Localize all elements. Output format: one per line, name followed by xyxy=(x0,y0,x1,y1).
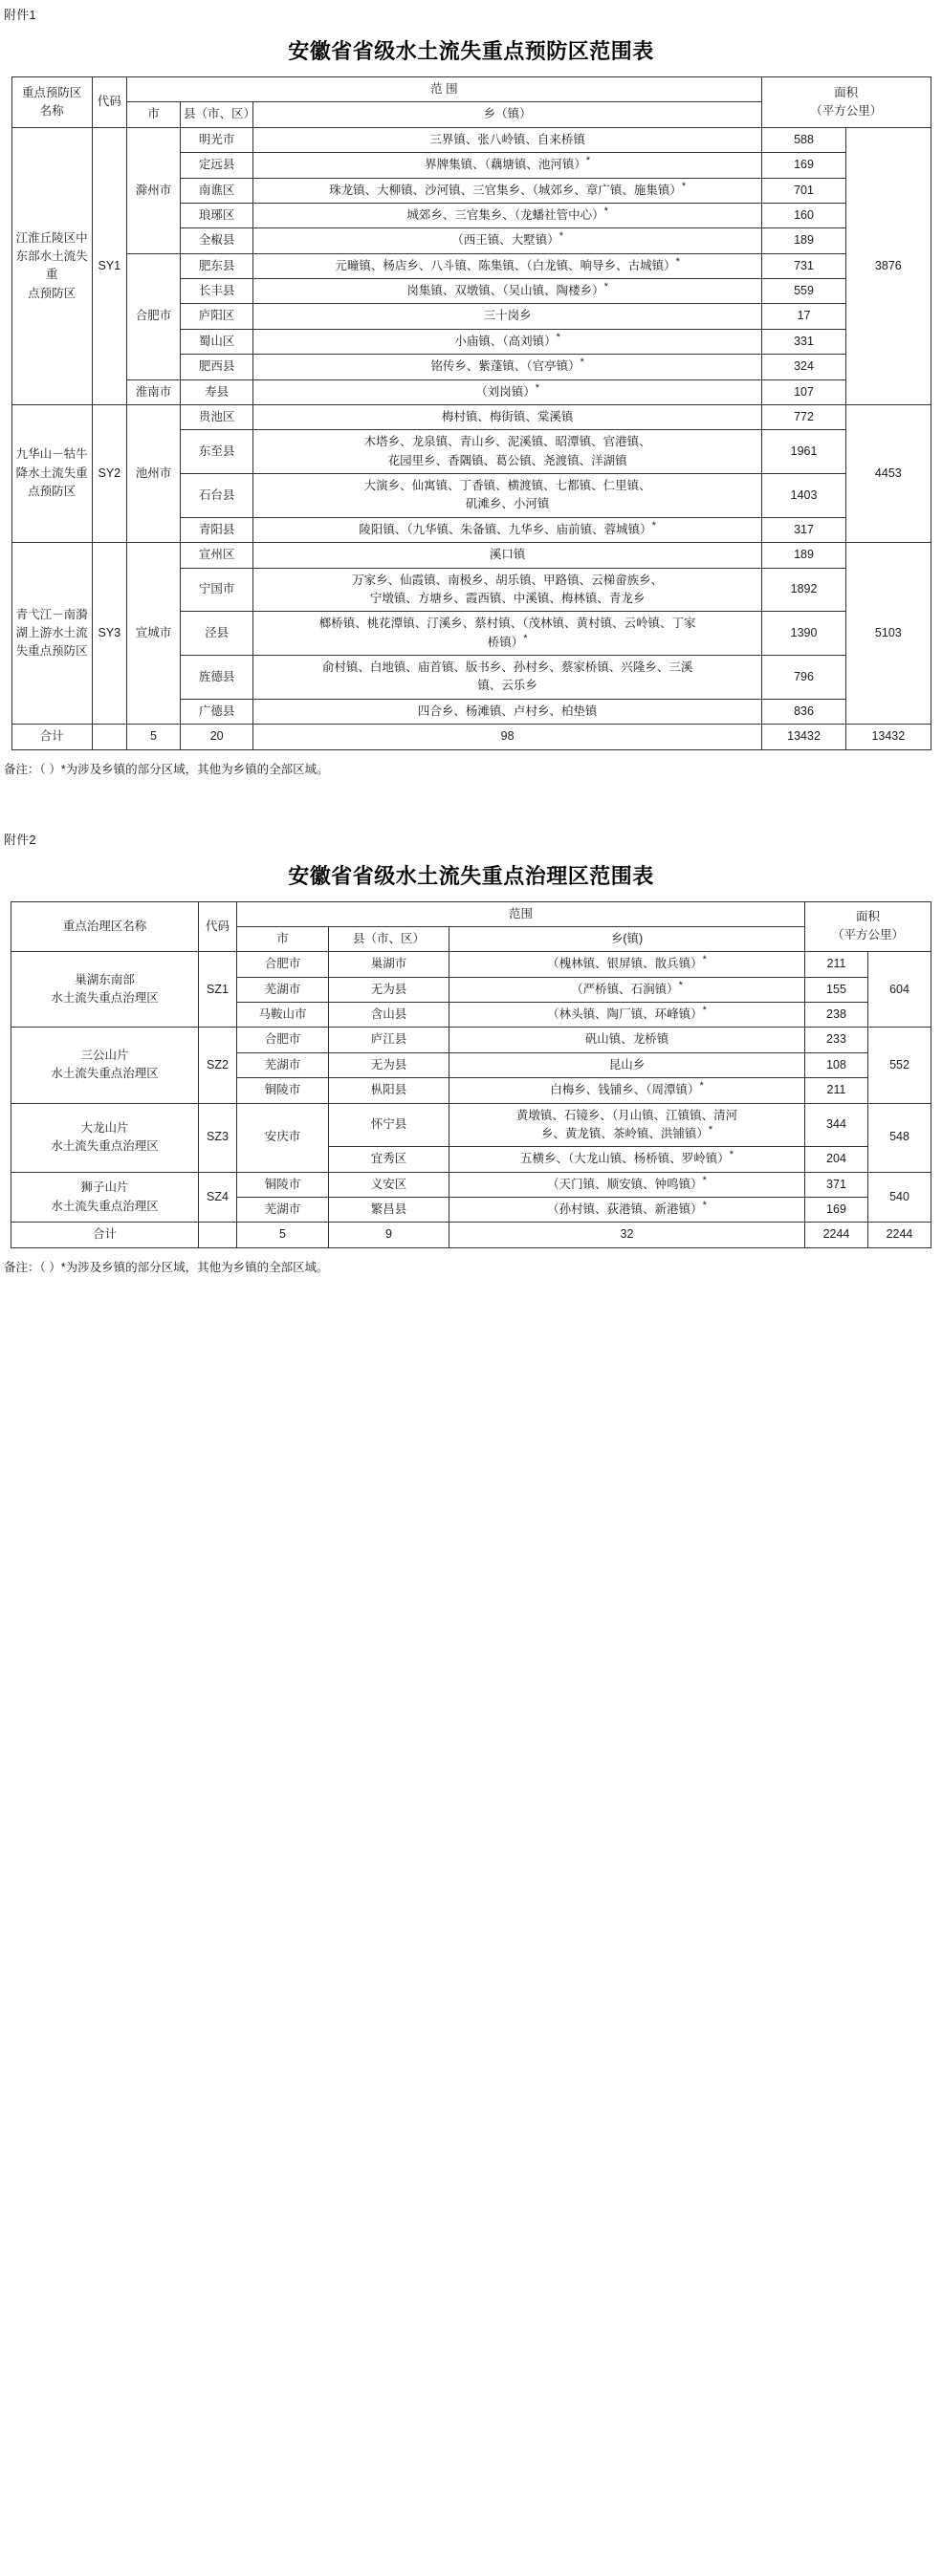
county-cell: 巢湖市 xyxy=(328,952,449,977)
header-code: 代码 xyxy=(92,77,126,128)
header-scope: 范 围 xyxy=(126,77,761,102)
township-cell: 三十岗乡 xyxy=(253,304,762,329)
attachment-2-label: 附件2 xyxy=(4,832,36,847)
county-cell: 蜀山区 xyxy=(181,329,253,354)
area-cell: 1403 xyxy=(761,474,845,518)
summary-city-count-cell: 5 xyxy=(126,725,180,749)
city-cell: 芜湖市 xyxy=(236,1198,328,1223)
attachment-2-title: 安徽省省级水土流失重点治理区范围表 xyxy=(288,863,654,888)
county-cell: 石台县 xyxy=(181,474,253,518)
area-cell: 108 xyxy=(804,1052,867,1077)
township-cell: 矾山镇、龙桥镇 xyxy=(449,1028,804,1052)
county-cell: 定远县 xyxy=(181,153,253,178)
county-cell: 怀宁县 xyxy=(328,1103,449,1147)
township-cell: （孙村镇、荻港镇、新港镇）* xyxy=(449,1198,804,1223)
county-cell: 肥西县 xyxy=(181,355,253,379)
header-scope: 范围 xyxy=(236,901,804,926)
summary-code-cell xyxy=(198,1223,236,1247)
township-cell: 四合乡、杨滩镇、卢村乡、柏垫镇 xyxy=(253,699,762,724)
zone-code-cell: SY3 xyxy=(92,543,126,725)
area-cell: 211 xyxy=(804,1078,867,1103)
zone-code-cell: SZ3 xyxy=(198,1103,236,1172)
area-cell: 588 xyxy=(761,127,845,152)
header-township: 乡(镇) xyxy=(449,926,804,951)
county-cell: 贵池区 xyxy=(181,404,253,429)
summary-row xyxy=(11,1223,931,1247)
zone-code-cell: SZ2 xyxy=(198,1028,236,1103)
area-cell: 331 xyxy=(761,329,845,354)
city-cell: 合肥市 xyxy=(126,253,180,379)
county-cell: 庐江县 xyxy=(328,1028,449,1052)
header-row-1 xyxy=(11,77,931,102)
township-cell: （严桥镇、石涧镇）* xyxy=(449,977,804,1002)
zone-total-area-cell: 3876 xyxy=(846,127,931,404)
area-cell: 155 xyxy=(804,977,867,1002)
zone-name-cell: 九华山－牯牛 降水土流失重 点预防区 xyxy=(11,404,92,542)
county-cell: 明光市 xyxy=(181,127,253,152)
township-cell: 小庙镇、（高刘镇）* xyxy=(253,329,762,354)
county-cell: 繁昌县 xyxy=(328,1198,449,1223)
zone-name-cell: 江淮丘陵区中 东部水土流失重 点预防区 xyxy=(11,127,92,404)
summary-city-count-cell: 5 xyxy=(236,1223,328,1247)
area-cell: 204 xyxy=(804,1147,867,1172)
summary-total-cell: 13432 xyxy=(846,725,931,749)
zone-name-cell: 狮子山片 水土流失重点治理区 xyxy=(11,1172,198,1223)
header-zone-name: 重点预防区 名称 xyxy=(11,77,92,128)
zone-name-cell: 青弋江－南漪 湖上游水土流 失重点预防区 xyxy=(11,543,92,725)
table-header xyxy=(11,77,931,128)
city-cell: 马鞍山市 xyxy=(236,1003,328,1028)
township-cell: 俞村镇、白地镇、庙首镇、版书乡、孙村乡、蔡家桥镇、兴隆乡、三溪 镇、云乐乡 xyxy=(253,656,762,700)
township-cell: 黄墩镇、石镜乡、（月山镇、江镇镇、清河 乡、黄龙镇、茶岭镇、洪铺镇）* xyxy=(449,1103,804,1147)
header-code: 代码 xyxy=(198,901,236,952)
header-county: 县（市、区） xyxy=(328,926,449,951)
area-cell: 344 xyxy=(804,1103,867,1147)
township-cell: 溪口镇 xyxy=(253,543,762,568)
county-cell: 枞阳县 xyxy=(328,1078,449,1103)
summary-label-cell: 合计 xyxy=(11,1223,198,1247)
city-cell: 合肥市 xyxy=(236,1028,328,1052)
area-cell: 211 xyxy=(804,952,867,977)
document-page xyxy=(0,0,942,1277)
township-cell: 珠龙镇、大柳镇、沙河镇、三官集乡、（城郊乡、章广镇、施集镇）* xyxy=(253,178,762,203)
county-cell: 无为县 xyxy=(328,1052,449,1077)
area-cell: 836 xyxy=(761,699,845,724)
header-zone-name: 重点治理区名称 xyxy=(11,901,198,952)
summary-area-cell: 13432 xyxy=(761,725,845,749)
area-cell: 701 xyxy=(761,178,845,203)
area-cell: 169 xyxy=(804,1198,867,1223)
attachment-2-footnote: 备注：（ ）*为涉及乡镇的部分区域，其他为乡镇的全部区域。 xyxy=(4,1260,329,1274)
area-cell: 233 xyxy=(804,1028,867,1052)
zone-code-cell: SY2 xyxy=(92,404,126,542)
area-cell: 371 xyxy=(804,1172,867,1197)
county-cell: 含山县 xyxy=(328,1003,449,1028)
area-cell: 772 xyxy=(761,404,845,429)
township-cell: 昆山乡 xyxy=(449,1052,804,1077)
zone-code-cell: SZ4 xyxy=(198,1172,236,1223)
city-cell: 宣城市 xyxy=(126,543,180,725)
table-body xyxy=(11,952,931,1248)
city-cell: 芜湖市 xyxy=(236,1052,328,1077)
county-cell: 琅琊区 xyxy=(181,203,253,227)
area-cell: 559 xyxy=(761,279,845,304)
area-cell: 107 xyxy=(761,379,845,404)
township-cell: 铭传乡、紫蓬镇、（官亭镇）* xyxy=(253,355,762,379)
area-cell: 189 xyxy=(761,228,845,253)
county-cell: 宁国市 xyxy=(181,568,253,612)
zone-total-area-cell: 4453 xyxy=(846,404,931,542)
attachment-1-title: 安徽省省级水土流失重点预防区范围表 xyxy=(288,39,654,63)
summary-county-count-cell: 20 xyxy=(181,725,253,749)
township-cell: （林头镇、陶厂镇、环峰镇）* xyxy=(449,1003,804,1028)
zone-total-area-cell: 604 xyxy=(867,952,931,1028)
county-cell: 南谯区 xyxy=(181,178,253,203)
county-cell: 无为县 xyxy=(328,977,449,1002)
area-cell: 731 xyxy=(761,253,845,278)
attachment-1-label: 附件1 xyxy=(4,8,36,22)
city-cell: 淮南市 xyxy=(126,379,180,404)
county-cell: 长丰县 xyxy=(181,279,253,304)
township-cell: 元疃镇、杨店乡、八斗镇、陈集镇、（白龙镇、响导乡、古城镇）* xyxy=(253,253,762,278)
area-cell: 160 xyxy=(761,203,845,227)
township-cell: 五横乡、（大龙山镇、杨桥镇、罗岭镇）* xyxy=(449,1147,804,1172)
township-cell: （西王镇、大墅镇）* xyxy=(253,228,762,253)
prevention-zone-table xyxy=(11,76,931,750)
zone-code-cell: SY1 xyxy=(92,127,126,404)
township-cell: 界牌集镇、（藕塘镇、池河镇）* xyxy=(253,153,762,178)
table-body xyxy=(11,127,931,749)
township-cell: 岗集镇、双墩镇、（吴山镇、陶楼乡）* xyxy=(253,279,762,304)
county-cell: 全椒县 xyxy=(181,228,253,253)
township-cell: 木塔乡、龙泉镇、青山乡、泥溪镇、昭潭镇、官港镇、 花园里乡、香隅镇、葛公镇、尧渡镇、洋湖镇 xyxy=(253,430,762,474)
area-cell: 169 xyxy=(761,153,845,178)
township-cell: （刘岗镇）* xyxy=(253,379,762,404)
zone-name-cell: 大龙山片 水土流失重点治理区 xyxy=(11,1103,198,1172)
county-cell: 东至县 xyxy=(181,430,253,474)
township-cell: 城郊乡、三官集乡、（龙蟠社管中心）* xyxy=(253,203,762,227)
city-cell: 铜陵市 xyxy=(236,1172,328,1197)
table-row xyxy=(11,379,931,404)
table-header xyxy=(11,901,931,952)
summary-county-count-cell: 9 xyxy=(328,1223,449,1247)
zone-total-area-cell: 552 xyxy=(867,1028,931,1103)
table-row xyxy=(11,952,931,977)
area-cell: 324 xyxy=(761,355,845,379)
summary-total-cell: 2244 xyxy=(867,1223,931,1247)
county-cell: 肥东县 xyxy=(181,253,253,278)
county-cell: 宜秀区 xyxy=(328,1147,449,1172)
city-cell: 芜湖市 xyxy=(236,977,328,1002)
header-city: 市 xyxy=(126,102,180,127)
county-cell: 寿县 xyxy=(181,379,253,404)
township-cell: （槐林镇、银屏镇、散兵镇）* xyxy=(449,952,804,977)
township-cell: 梅村镇、梅街镇、棠溪镇 xyxy=(253,404,762,429)
header-township: 乡（镇） xyxy=(253,102,762,127)
summary-label-cell: 合计 xyxy=(11,725,92,749)
summary-township-count-cell: 98 xyxy=(253,725,762,749)
summary-row xyxy=(11,725,931,749)
area-cell: 1961 xyxy=(761,430,845,474)
township-cell: 白梅乡、钱铺乡、（周潭镇）* xyxy=(449,1078,804,1103)
county-cell: 义安区 xyxy=(328,1172,449,1197)
header-area: 面积 （平方公里） xyxy=(761,77,931,128)
table-row xyxy=(11,1172,931,1197)
table-row xyxy=(11,127,931,152)
township-cell: 三界镇、张八岭镇、自来桥镇 xyxy=(253,127,762,152)
header-county: 县（市、区） xyxy=(181,102,253,127)
area-cell: 189 xyxy=(761,543,845,568)
county-cell: 泾县 xyxy=(181,612,253,656)
city-cell: 铜陵市 xyxy=(236,1078,328,1103)
attachment-1-footnote: 备注：（ ）*为涉及乡镇的部分区域，其他为乡镇的全部区域。 xyxy=(4,762,329,776)
township-cell: 榔桥镇、桃花潭镇、汀溪乡、蔡村镇、（茂林镇、黄村镇、云岭镇、丁家 桥镇）* xyxy=(253,612,762,656)
city-cell: 滁州市 xyxy=(126,127,180,253)
zone-name-cell: 巢湖东南部 水土流失重点治理区 xyxy=(11,952,198,1028)
table-row xyxy=(11,1028,931,1052)
township-cell: 大演乡、仙寓镇、丁香镇、横渡镇、七都镇、仁里镇、 矶滩乡、小河镇 xyxy=(253,474,762,518)
township-cell: （天门镇、顺安镇、钟鸣镇）* xyxy=(449,1172,804,1197)
attachment-2-section xyxy=(0,825,942,1277)
county-cell: 庐阳区 xyxy=(181,304,253,329)
table-row xyxy=(11,404,931,429)
county-cell: 广德县 xyxy=(181,699,253,724)
zone-total-area-cell: 540 xyxy=(867,1172,931,1223)
area-cell: 17 xyxy=(761,304,845,329)
zone-total-area-cell: 5103 xyxy=(846,543,931,725)
summary-area-cell: 2244 xyxy=(804,1223,867,1247)
township-cell: 陵阳镇、（九华镇、朱备镇、九华乡、庙前镇、蓉城镇）* xyxy=(253,517,762,542)
header-area: 面积 （平方公里） xyxy=(804,901,931,952)
table-row xyxy=(11,253,931,278)
table-row xyxy=(11,543,931,568)
county-cell: 青阳县 xyxy=(181,517,253,542)
area-cell: 317 xyxy=(761,517,845,542)
summary-township-count-cell: 32 xyxy=(449,1223,804,1247)
zone-code-cell: SZ1 xyxy=(198,952,236,1028)
city-cell: 池州市 xyxy=(126,404,180,542)
attachment-1-section xyxy=(0,0,942,779)
city-cell: 合肥市 xyxy=(236,952,328,977)
section-spacer xyxy=(0,779,942,825)
township-cell: 万家乡、仙霞镇、南极乡、胡乐镇、甲路镇、云梯畲族乡、 宁墩镇、方塘乡、霞西镇、中溪镇、梅林镇、青龙乡 xyxy=(253,568,762,612)
zone-name-cell: 三公山片 水土流失重点治理区 xyxy=(11,1028,198,1103)
summary-code-cell xyxy=(92,725,126,749)
area-cell: 238 xyxy=(804,1003,867,1028)
county-cell: 旌德县 xyxy=(181,656,253,700)
header-row-1 xyxy=(11,901,931,926)
zone-total-area-cell: 548 xyxy=(867,1103,931,1172)
county-cell: 宣州区 xyxy=(181,543,253,568)
area-cell: 1892 xyxy=(761,568,845,612)
header-city: 市 xyxy=(236,926,328,951)
treatment-zone-table xyxy=(11,901,931,1248)
table-row xyxy=(11,1103,931,1147)
area-cell: 1390 xyxy=(761,612,845,656)
area-cell: 796 xyxy=(761,656,845,700)
city-cell: 安庆市 xyxy=(236,1103,328,1172)
